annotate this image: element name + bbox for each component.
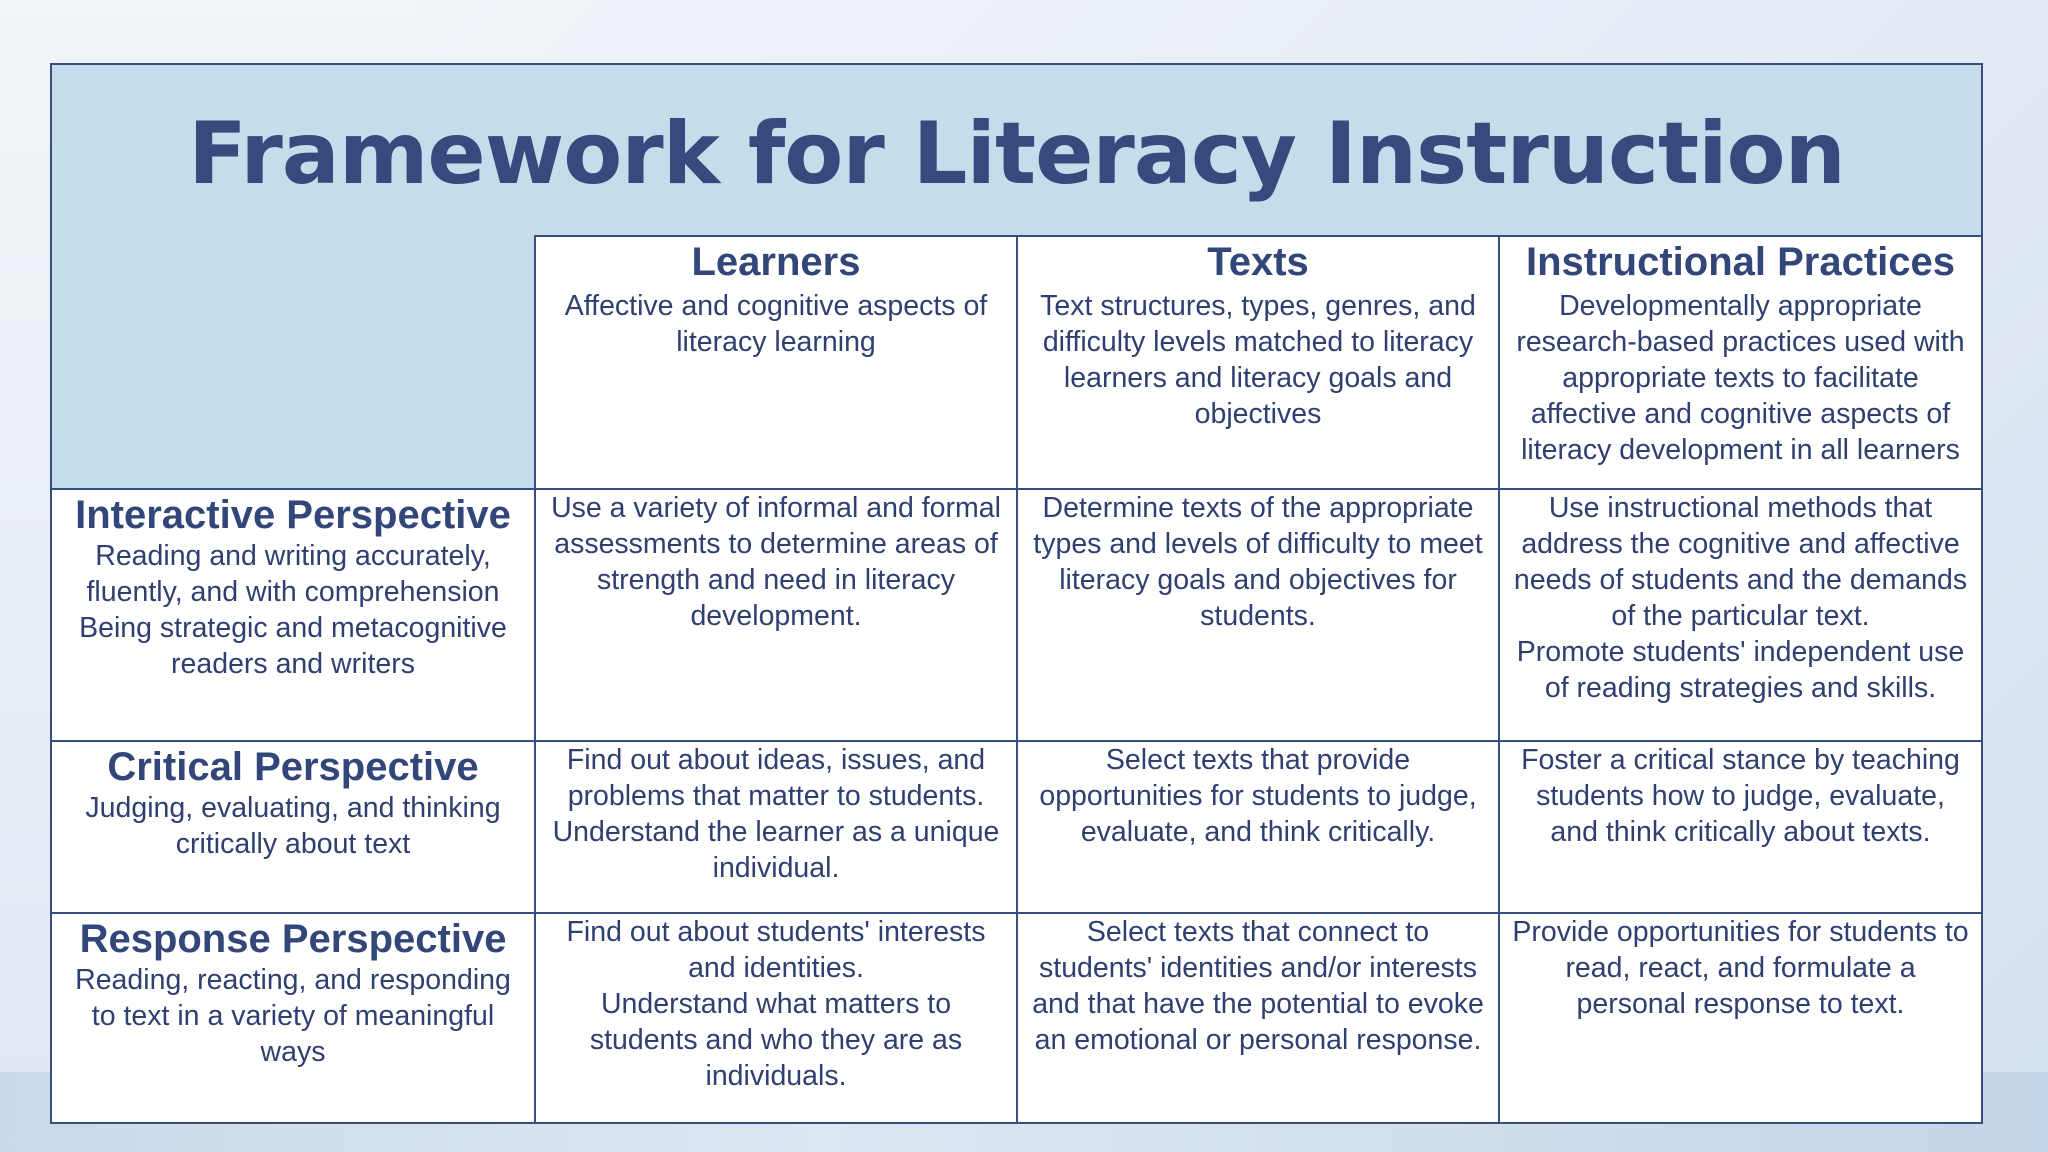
row-heading: Interactive Perspective [75,493,511,537]
row-header-interactive [52,489,535,741]
row-interactive-perspective [52,489,1981,741]
column-heading: Learners [691,240,861,284]
row-response-perspective [52,913,1981,1124]
framework-table [52,235,1981,1124]
column-header-row [52,235,1981,489]
cell-text: Use a variety of informal and formal assessments to determine areas of strength and need in literacy development. [551,492,1001,632]
row-heading: Response Perspective [79,917,507,961]
cell-interactive-texts [1017,489,1499,741]
title-band [52,65,1981,237]
column-heading: Texts [1207,240,1309,284]
slide-title: Framework for Literacy Instruction [188,104,1845,204]
cell-interactive-practices [1499,489,1981,741]
row-description: Reading and writing accurately, fluently, and with comprehension Being strategic and metacognitive readers and writers [79,540,507,680]
framework-slide [50,63,1983,1124]
row-description: Judging, evaluating, and thinking critically about text [85,792,501,860]
cell-response-texts [1017,913,1499,1124]
column-heading: Instructional Practices [1525,240,1956,284]
column-description: Affective and cognitive aspects of literacy learning [564,290,988,358]
column-description: Text structures, types, genres, and difficulty levels matched to literacy learners and literacy goals and objectives [1040,290,1476,430]
cell-critical-texts [1017,741,1499,913]
row-critical-perspective [52,741,1981,913]
cell-critical-learners [535,741,1017,913]
column-header-texts [1017,235,1499,489]
cell-text: Determine texts of the appropriate types and levels of difficulty to meet literacy goals and objectives for students. [1033,492,1483,632]
cell-text: Find out about students' interests and identities. Understand what matters to students and who they are as individuals. [566,916,986,1092]
corner-cell [52,235,535,489]
cell-interactive-learners [535,489,1017,741]
cell-response-learners [535,913,1017,1124]
cell-response-practices [1499,913,1981,1124]
cell-text: Select texts that connect to students' identities and/or interests and that have the potential to evoke an emotional or personal response. [1032,916,1484,1056]
cell-text: Provide opportunities for students to read, react, and formulate a personal response to text. [1512,916,1969,1020]
row-header-response [52,913,535,1124]
column-header-instructional-practices [1499,235,1981,489]
cell-text: Find out about ideas, issues, and problems that matter to students. Understand the learner as a unique individual. [552,744,1000,884]
cell-critical-practices [1499,741,1981,913]
row-description: Reading, reacting, and responding to text in a variety of meaningful ways [75,964,511,1068]
cell-text: Foster a critical stance by teaching students how to judge, evaluate, and think critically about texts. [1521,744,1960,848]
column-header-learners [535,235,1017,489]
row-heading: Critical Perspective [107,745,479,789]
cell-text: Use instructional methods that address the cognitive and affective needs of students and the demands of the particular text. Promote students' independent use of reading strategies and skills. [1513,492,1968,704]
cell-text: Select texts that provide opportunities for students to judge, evaluate, and think critically. [1039,744,1477,848]
row-header-critical [52,741,535,913]
column-description: Developmentally appropriate research-based practices used with appropriate texts to facilitate affective and cognitive aspects of literacy development in all learners [1516,290,1965,466]
